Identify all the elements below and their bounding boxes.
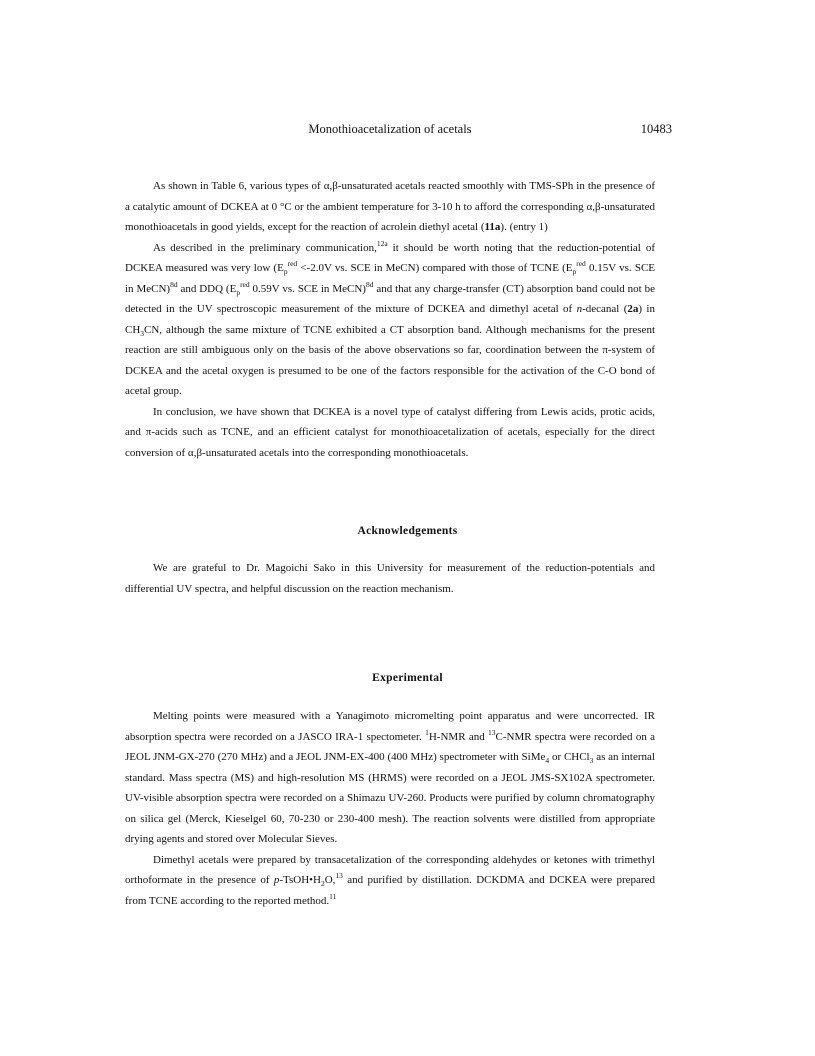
- experimental-heading: Experimental: [372, 672, 443, 684]
- running-title: Monothioacetalization of acetals: [308, 122, 472, 136]
- paragraph-table6-results: As shown in Table 6, various types of α,β-unsaturated acetals reacted smoothly with TMS-SPh in the presence of a catalytic amount of DCKEA at 0 °C or the ambient temperature for 3-10 h to afford the corresponding α,β-unsaturated monothioacetals in good yields, except for the reaction of acrolein diethyl acetal (11a). (entry 1): [125, 180, 655, 233]
- paragraph-reduction-potential: As described in the preliminary communication,$^{12a}$ it should be worth noting that the reduction-potential of DCKEA measured was very low ($E_p^{red} <-2.0V$ vs. SCE in MeCN) compared with those of TCNE ($E_p^{red}$ 0.15V vs. SCE in MeCN)$^{8d}$ and DDQ ($E_p^{red}$ 0.59V vs. SCE in MeCN)$^{8d}$ and that any charge-transfer (CT) absorption band could not be detected in the UV spectroscopic measurement of the mixture of DCKEA and dimethyl acetal of n-decanal (2a) in $CH_3CN$, although the same mixture of TCNE exhibited a CT absorption band. Although mechanisms for the present reaction are still ambiguous only on the basis of the above observations so far, coordination between the π-system of DCKEA and the acetal oxygen is presumed to be one of the factors responsible for the activation of the C-O bond of acetal group.: [125, 238, 656, 397]
- acknowledgements-heading: Acknowledgements: [357, 525, 458, 537]
- paragraph-instruments: Melting points were measured with a Yanagimoto micromelting point apparatus and were uncorrected. IR absorption spectra were recorded on a JASCO IRA-1 spectometer. $^1$H-NMR and $^{13}$C-NMR spectra were recorded on a JEOL JNM-GX-270 (270 MHz) and a JEOL JNM-EX-400 (400 MHz) spectrometer with SiMe$_4$ or CHCl$_3$ as an internal standard. Mass spectra (MS) and high-resolution MS (HRMS) were recorded on a JEOL JMS-SX102A spectrometer. UV-visible absorption spectra were recorded on a Shimazu UV-260. Products were purified by column chromatography on silica gel (Merck, Kieselgel 60, 70-230 or 230-400 mesh). The reaction solvents were distilled from appropriate drying agents and stored over Molecular Sieves.: [125, 710, 656, 845]
- running-head: [0, 122, 815, 142]
- acknowledgements-text: We are grateful to Dr. Magoichi Sako in this University for measurement of the reduction-potentials and differential UV spectra, and helpful discussion on the reaction mechanism.: [125, 562, 655, 595]
- page-number: 10483: [640, 122, 672, 136]
- acknowledgements-section: [125, 558, 655, 599]
- paragraph-acetal-preparation: Dimethyl acetals were prepared by transacetalization of the corresponding aldehydes or ketones with trimethyl orthoformate in the presence of $p-TsOH•H_2O,^{13}$ and purified by distillation. DCKDMA and DCKEA were prepared from TCNE according to the reported method.$^{11}$: [125, 853, 655, 907]
- paragraph-conclusion: In conclusion, we have shown that DCKEA is a novel type of catalyst differing from Lewis acids, protic acids, and π-acids such as TCNE, and an efficient catalyst for monothioacetalization of acetals, especially for the direct conversion of α,β-unsaturated acetals into the corresponding monothioacetals.: [125, 405, 655, 459]
- intro-section: [125, 176, 655, 463]
- experimental-section: [125, 706, 655, 911]
